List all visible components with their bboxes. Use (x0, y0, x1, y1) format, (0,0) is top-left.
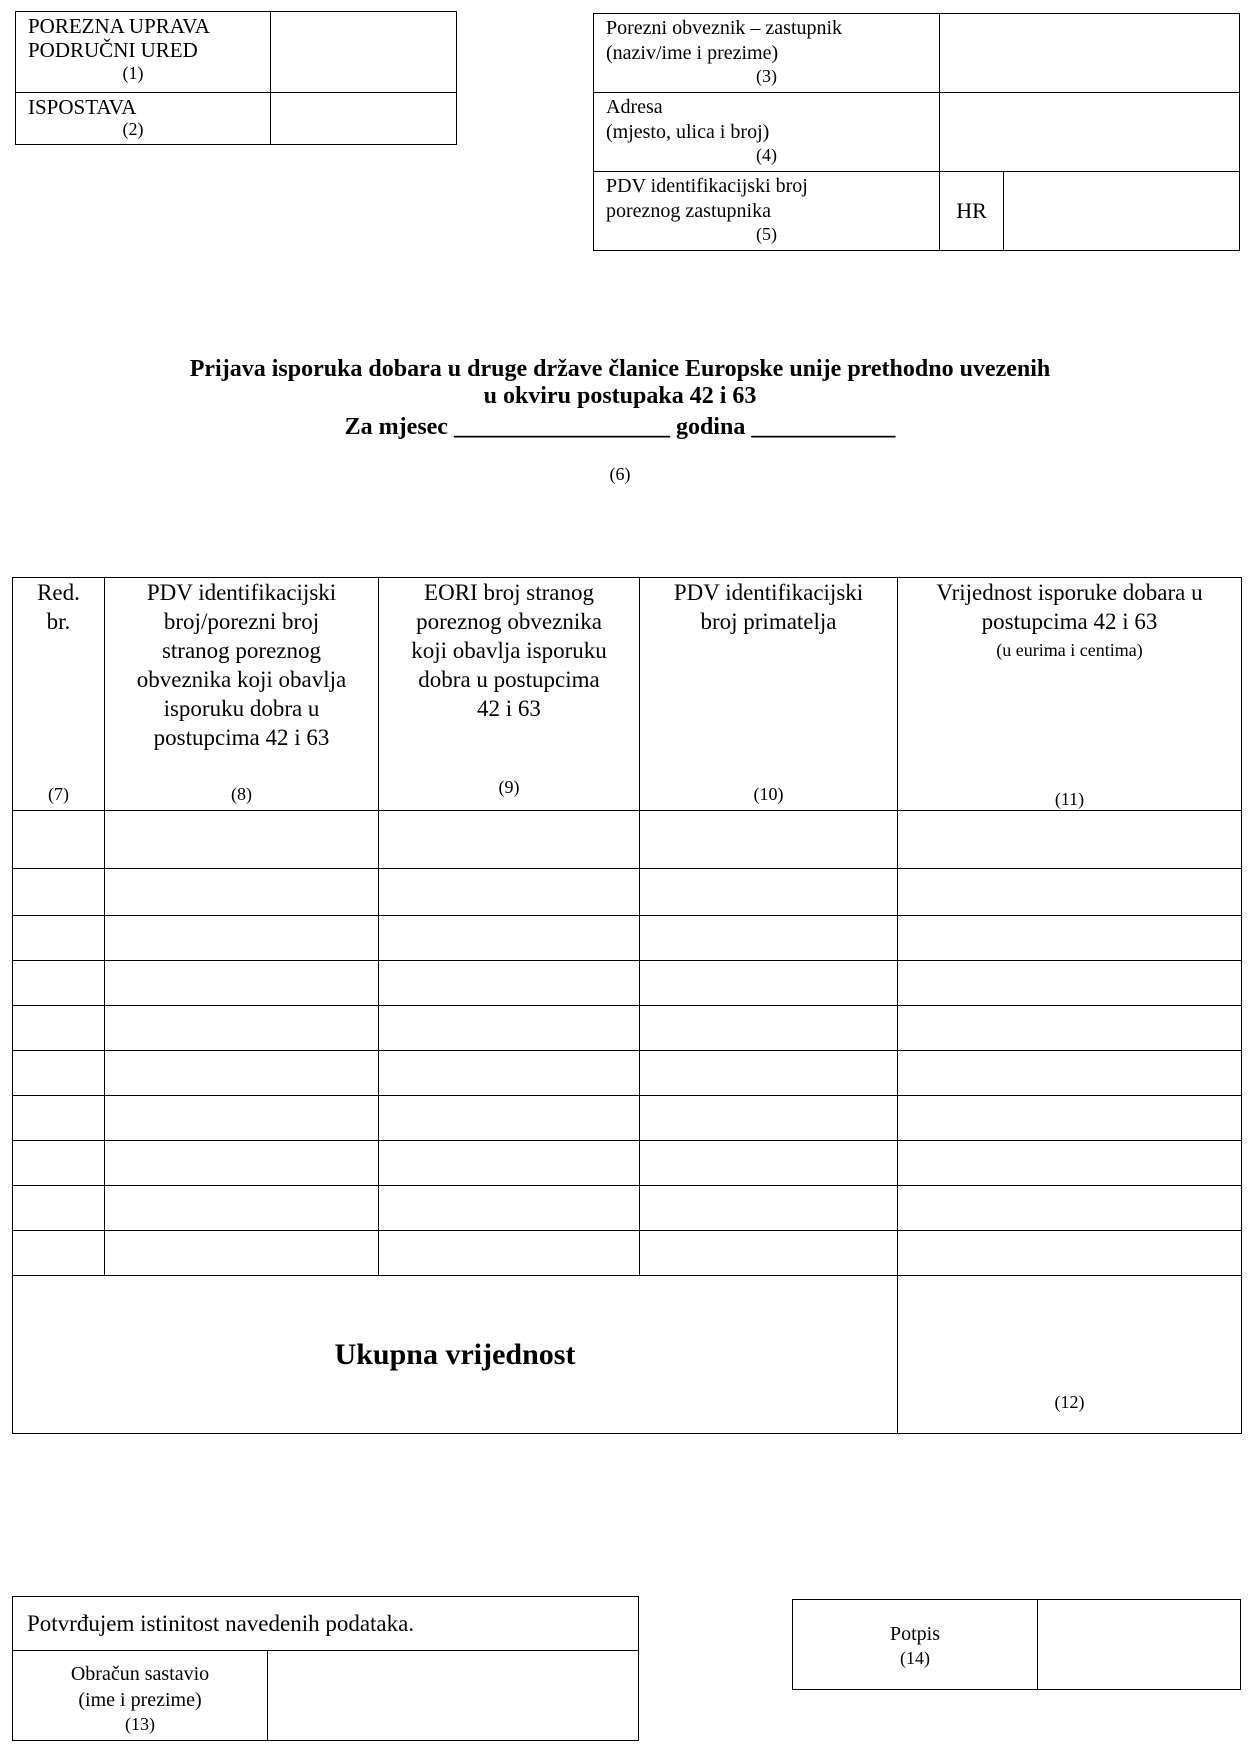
cell-recipient-vat[interactable] (640, 1141, 898, 1186)
header-eori (379, 578, 640, 811)
header-supplier-vat-line6: postupcima 42 i 63 (153, 725, 330, 750)
header-eori-line3: koji obavlja isporuku (411, 638, 607, 663)
header-value-line1: Vrijednost isporuke dobara u (936, 580, 1203, 605)
signature-box (792, 1599, 1241, 1690)
table-header-row (13, 578, 1242, 811)
header-supplier-vat-line4: obveznika koji obavlja (136, 667, 347, 692)
cell-recipient-vat[interactable] (640, 916, 898, 961)
taxpayer-name-line2: (naziv/ime i prezime) (606, 42, 779, 64)
total-row (13, 1276, 1242, 1434)
form-title (0, 356, 1240, 441)
table-row (13, 916, 1242, 961)
table-row (13, 1096, 1242, 1141)
taxpayer-name-line1: Porezni obveznik – zastupnik (606, 17, 843, 39)
tax-office-box (15, 11, 457, 145)
table-row (13, 1231, 1242, 1276)
prepared-by-field[interactable] (268, 1651, 639, 1741)
header-supplier-vat-line1: PDV identifikacijski (146, 580, 337, 605)
vat-label (594, 172, 940, 251)
table-row (13, 961, 1242, 1006)
taxpayer-name-label (594, 14, 940, 93)
header-supplier-vat (105, 578, 379, 811)
cell-row-number[interactable] (13, 1141, 105, 1186)
regional-office-field[interactable] (271, 12, 457, 93)
signature-label (793, 1600, 1038, 1690)
header-recipient-vat (640, 578, 898, 811)
cell-value[interactable] (898, 811, 1242, 869)
field-number-13: (13) (125, 1714, 155, 1734)
cell-supplier-vat[interactable] (105, 811, 379, 869)
cell-value[interactable] (898, 869, 1242, 916)
taxpayer-box (593, 13, 1240, 251)
branch-text: ISPOSTAVA (28, 95, 137, 119)
cell-row-number[interactable] (13, 869, 105, 916)
total-label: Ukupna vrijednost (13, 1276, 898, 1434)
confirmation-text: Potvrđujem istinitost navedenih podataka. (13, 1597, 639, 1651)
cell-row-number[interactable] (13, 1186, 105, 1231)
table-row (13, 869, 1242, 916)
field-number-11: (11) (1054, 789, 1085, 809)
cell-eori[interactable] (379, 1186, 640, 1231)
vat-field[interactable] (1004, 172, 1240, 251)
cell-value[interactable] (898, 1231, 1242, 1276)
cell-supplier-vat[interactable] (105, 1051, 379, 1096)
cell-row-number[interactable] (13, 1096, 105, 1141)
header-supplier-vat-line3: stranog poreznog (161, 638, 322, 663)
cell-recipient-vat[interactable] (640, 1006, 898, 1051)
cell-eori[interactable] (379, 1006, 640, 1051)
header-value (898, 578, 1242, 811)
cell-eori[interactable] (379, 1141, 640, 1186)
field-number-10: (10) (753, 784, 784, 804)
cell-row-number[interactable] (13, 1051, 105, 1096)
table-row (13, 811, 1242, 869)
cell-value[interactable] (898, 961, 1242, 1006)
cell-supplier-vat[interactable] (105, 961, 379, 1006)
header-row-number-line1: Red. (37, 580, 80, 605)
header-value-note: (u eurima i centima) (996, 640, 1143, 660)
field-number-8: (8) (231, 784, 252, 804)
address-line1: Adresa (606, 96, 663, 118)
header-eori-line2: poreznog obveznika (416, 609, 602, 634)
cell-eori[interactable] (379, 869, 640, 916)
cell-row-number[interactable] (13, 811, 105, 869)
cell-recipient-vat[interactable] (640, 1186, 898, 1231)
prepared-by-line2: (ime i prezime) (78, 1689, 202, 1711)
cell-value[interactable] (898, 1006, 1242, 1051)
cell-value[interactable] (898, 916, 1242, 961)
cell-supplier-vat[interactable] (105, 1231, 379, 1276)
cell-value[interactable] (898, 1186, 1242, 1231)
vat-prefix: HR (940, 172, 1004, 251)
cell-eori[interactable] (379, 1051, 640, 1096)
cell-row-number[interactable] (13, 1006, 105, 1051)
field-number-9: (9) (498, 777, 520, 797)
prepared-by-label (13, 1651, 268, 1741)
header-eori-line4: dobra u postupcima (418, 667, 600, 692)
cell-value[interactable] (898, 1141, 1242, 1186)
address-field[interactable] (940, 93, 1240, 172)
field-number-3: (3) (756, 66, 777, 86)
field-number-7: (7) (48, 784, 69, 804)
cell-supplier-vat[interactable] (105, 869, 379, 916)
cell-value[interactable] (898, 1051, 1242, 1096)
cell-row-number[interactable] (13, 916, 105, 961)
vat-line2: poreznog zastupnika (606, 200, 771, 222)
table-row (13, 1141, 1242, 1186)
cell-eori[interactable] (379, 961, 640, 1006)
field-number-2: (2) (122, 119, 144, 139)
regional-office-line1: POREZNA UPRAVA (28, 14, 210, 38)
address-line2: (mjesto, ulica i broj) (606, 121, 770, 143)
signature-text: Potpis (889, 1622, 941, 1645)
total-value-field[interactable] (898, 1276, 1242, 1434)
cell-recipient-vat[interactable] (640, 1051, 898, 1096)
field-number-5: (5) (756, 224, 777, 244)
cell-row-number[interactable] (13, 1231, 105, 1276)
field-number-1: (1) (122, 63, 144, 83)
field-number-12: (12) (1054, 1392, 1085, 1412)
cell-recipient-vat[interactable] (640, 811, 898, 869)
table-row (13, 1186, 1242, 1231)
field-number-6: (6) (609, 464, 631, 484)
cell-recipient-vat[interactable] (640, 869, 898, 916)
prepared-by-line1: Obračun sastavio (70, 1663, 210, 1685)
cell-eori[interactable] (379, 916, 640, 961)
cell-eori[interactable] (379, 811, 640, 869)
cell-supplier-vat[interactable] (105, 1006, 379, 1051)
confirmation-box (12, 1596, 639, 1741)
branch-label (16, 93, 271, 145)
taxpayer-name-field[interactable] (940, 14, 1240, 93)
cell-supplier-vat[interactable] (105, 1096, 379, 1141)
cell-recipient-vat[interactable] (640, 961, 898, 1006)
header-value-line2: postupcima 42 i 63 (981, 609, 1158, 634)
header-supplier-vat-line2: broj/porezni broj (163, 609, 320, 634)
cell-eori[interactable] (379, 1231, 640, 1276)
header-row-number (13, 578, 105, 811)
field-number-14: (14) (900, 1647, 930, 1668)
branch-field[interactable] (271, 93, 457, 145)
deliveries-table (12, 577, 1242, 1434)
field-number-4: (4) (756, 145, 777, 165)
header-recipient-vat-line1: PDV identifikacijski (673, 580, 864, 605)
header-recipient-vat-line2: broj primatelja (700, 609, 837, 634)
form-title-line2: u okviru postupaka 42 i 63 (483, 383, 757, 409)
cell-recipient-vat[interactable] (640, 1231, 898, 1276)
header-eori-line1: EORI broj stranog (424, 580, 594, 605)
cell-recipient-vat[interactable] (640, 1096, 898, 1141)
header-row-number-line2: br. (46, 609, 71, 634)
cell-supplier-vat[interactable] (105, 1186, 379, 1231)
header-eori-line5: 42 i 63 (477, 696, 541, 721)
regional-office-line2: PODRUČNI URED (28, 38, 198, 62)
regional-office-label (16, 12, 271, 93)
cell-value[interactable] (898, 1096, 1242, 1141)
header-supplier-vat-line5: isporuku dobra u (163, 696, 320, 721)
cell-supplier-vat[interactable] (105, 1141, 379, 1186)
cell-supplier-vat[interactable] (105, 916, 379, 961)
form-title-line1: Prijava isporuka dobara u druge države članice Europske unije prethodno uvezenih (189, 356, 1051, 382)
form-period-line: Za mjesec __________________ godina ____________ (344, 414, 896, 440)
cell-eori[interactable] (379, 1096, 640, 1141)
table-row (13, 1051, 1242, 1096)
vat-line1: PDV identifikacijski broj (606, 175, 808, 197)
signature-field[interactable] (1038, 1600, 1241, 1690)
table-row (13, 1006, 1242, 1051)
cell-row-number[interactable] (13, 961, 105, 1006)
address-label (594, 93, 940, 172)
